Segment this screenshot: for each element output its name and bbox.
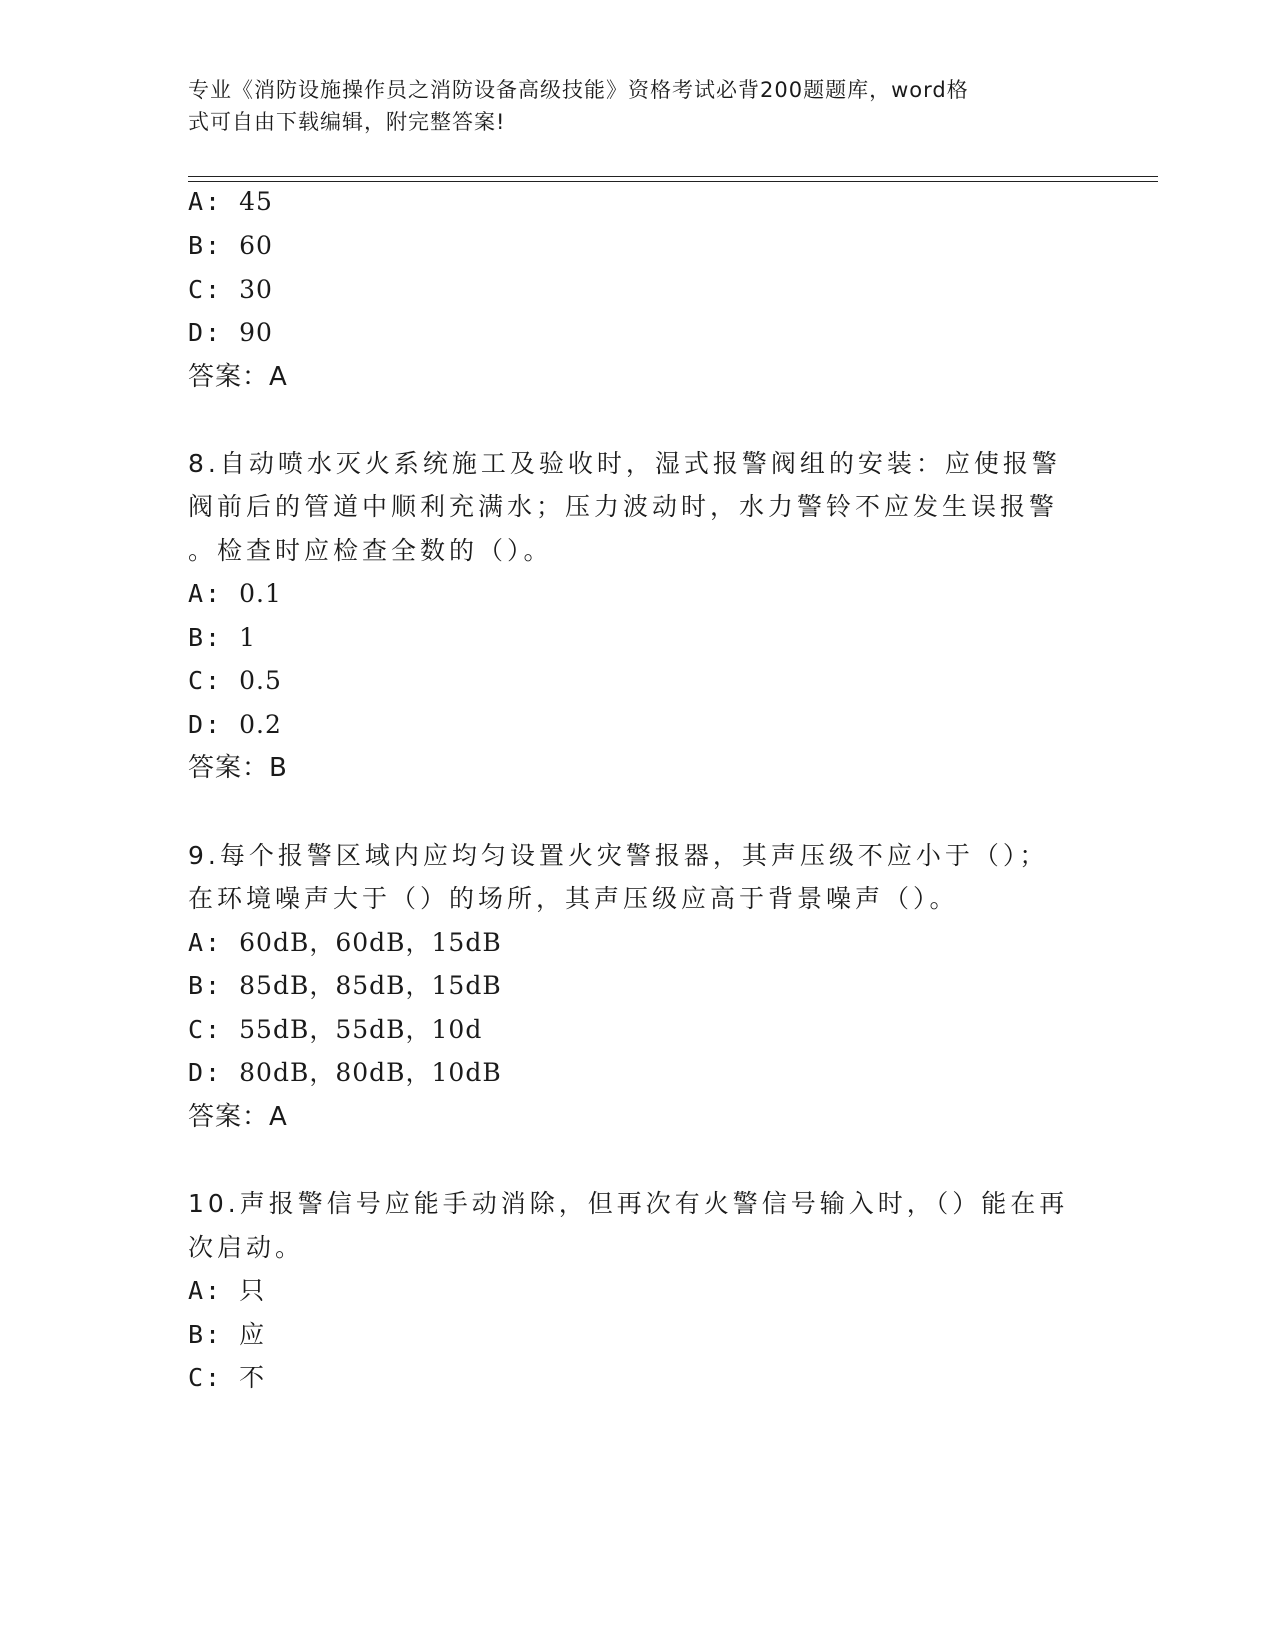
q8-option-a: A: 0.1 bbox=[188, 579, 282, 608]
q10-option-b-value: 应 bbox=[239, 1320, 266, 1349]
q8-option-b-value: 1 bbox=[239, 623, 257, 652]
q9-option-a-value: 60dB，60dB，15dB bbox=[239, 928, 502, 957]
q8-option-b: B: 1 bbox=[188, 623, 257, 652]
q9-option-c-value: 55dB，55dB，10d bbox=[239, 1015, 483, 1044]
q9-option-b: B: 85dB，85dB，15dB bbox=[188, 971, 502, 1000]
header-line-2: 式可自由下载编辑，附完整答案! bbox=[188, 110, 506, 134]
q7-option-b: B: 60 bbox=[188, 231, 273, 260]
q10-stem-line-2: 次启动。 bbox=[188, 1233, 305, 1262]
q9-option-a: A: 60dB，60dB，15dB bbox=[188, 928, 502, 957]
q8-answer: 答案：B bbox=[188, 753, 288, 783]
header-divider-bottom bbox=[188, 181, 1158, 182]
q7-option-a: A: 45 bbox=[188, 187, 273, 216]
q10-stem-line-1: 10.声报警信号应能手动消除，但再次有火警信号输入时，（）能在再 bbox=[188, 1189, 1069, 1218]
q7-answer: 答案：A bbox=[188, 362, 288, 392]
q10-option-b: B: 应 bbox=[188, 1320, 266, 1349]
document-header bbox=[188, 74, 1068, 138]
header-divider-top bbox=[188, 176, 1158, 177]
q10-option-a: A: 只 bbox=[188, 1276, 266, 1305]
header-line-1: 专业《消防设施操作员之消防设备高级技能》资格考试必背200题题库，word格 bbox=[188, 78, 969, 102]
q9-option-b-value: 85dB，85dB，15dB bbox=[239, 971, 502, 1000]
q9-stem-line-1: 9.每个报警区域内应均匀设置火灾警报器，其声压级不应小于（）； bbox=[188, 841, 1049, 870]
q9-answer: 答案：A bbox=[188, 1102, 288, 1132]
q7-option-b-value: 60 bbox=[239, 231, 273, 260]
q8-option-d: D: 0.2 bbox=[188, 710, 282, 739]
q7-option-d-value: 90 bbox=[239, 318, 273, 347]
q8-stem-line-3: 。检查时应检查全数的（）。 bbox=[188, 536, 553, 565]
q8-stem-line-2: 阀前后的管道中顺利充满水；压力波动时，水力警铃不应发生误报警 bbox=[188, 492, 1059, 521]
q8-option-d-value: 0.2 bbox=[239, 710, 282, 739]
q9-stem-line-2: 在环境噪声大于（）的场所，其声压级应高于背景噪声（）。 bbox=[188, 884, 959, 913]
q7-option-d: D: 90 bbox=[188, 318, 273, 347]
q8-option-c: C: 0.5 bbox=[188, 666, 282, 695]
q9-option-c: C: 55dB，55dB，10d bbox=[188, 1015, 483, 1044]
q7-option-c-value: 30 bbox=[239, 275, 273, 304]
q7-option-a-value: 45 bbox=[239, 187, 273, 216]
q8-option-c-value: 0.5 bbox=[239, 666, 282, 695]
q7-option-c: C: 30 bbox=[188, 275, 273, 304]
q10-option-c-value: 不 bbox=[239, 1363, 266, 1392]
q8-stem-line-1: 8.自动喷水灭火系统施工及验收时，湿式报警阀组的安装：应使报警 bbox=[188, 449, 1061, 478]
q9-option-d: D: 80dB，80dB，10dB bbox=[188, 1058, 502, 1087]
q8-option-a-value: 0.1 bbox=[239, 579, 282, 608]
q9-option-d-value: 80dB，80dB，10dB bbox=[239, 1058, 502, 1087]
q10-option-a-value: 只 bbox=[239, 1276, 266, 1305]
q10-option-c: C: 不 bbox=[188, 1363, 266, 1392]
